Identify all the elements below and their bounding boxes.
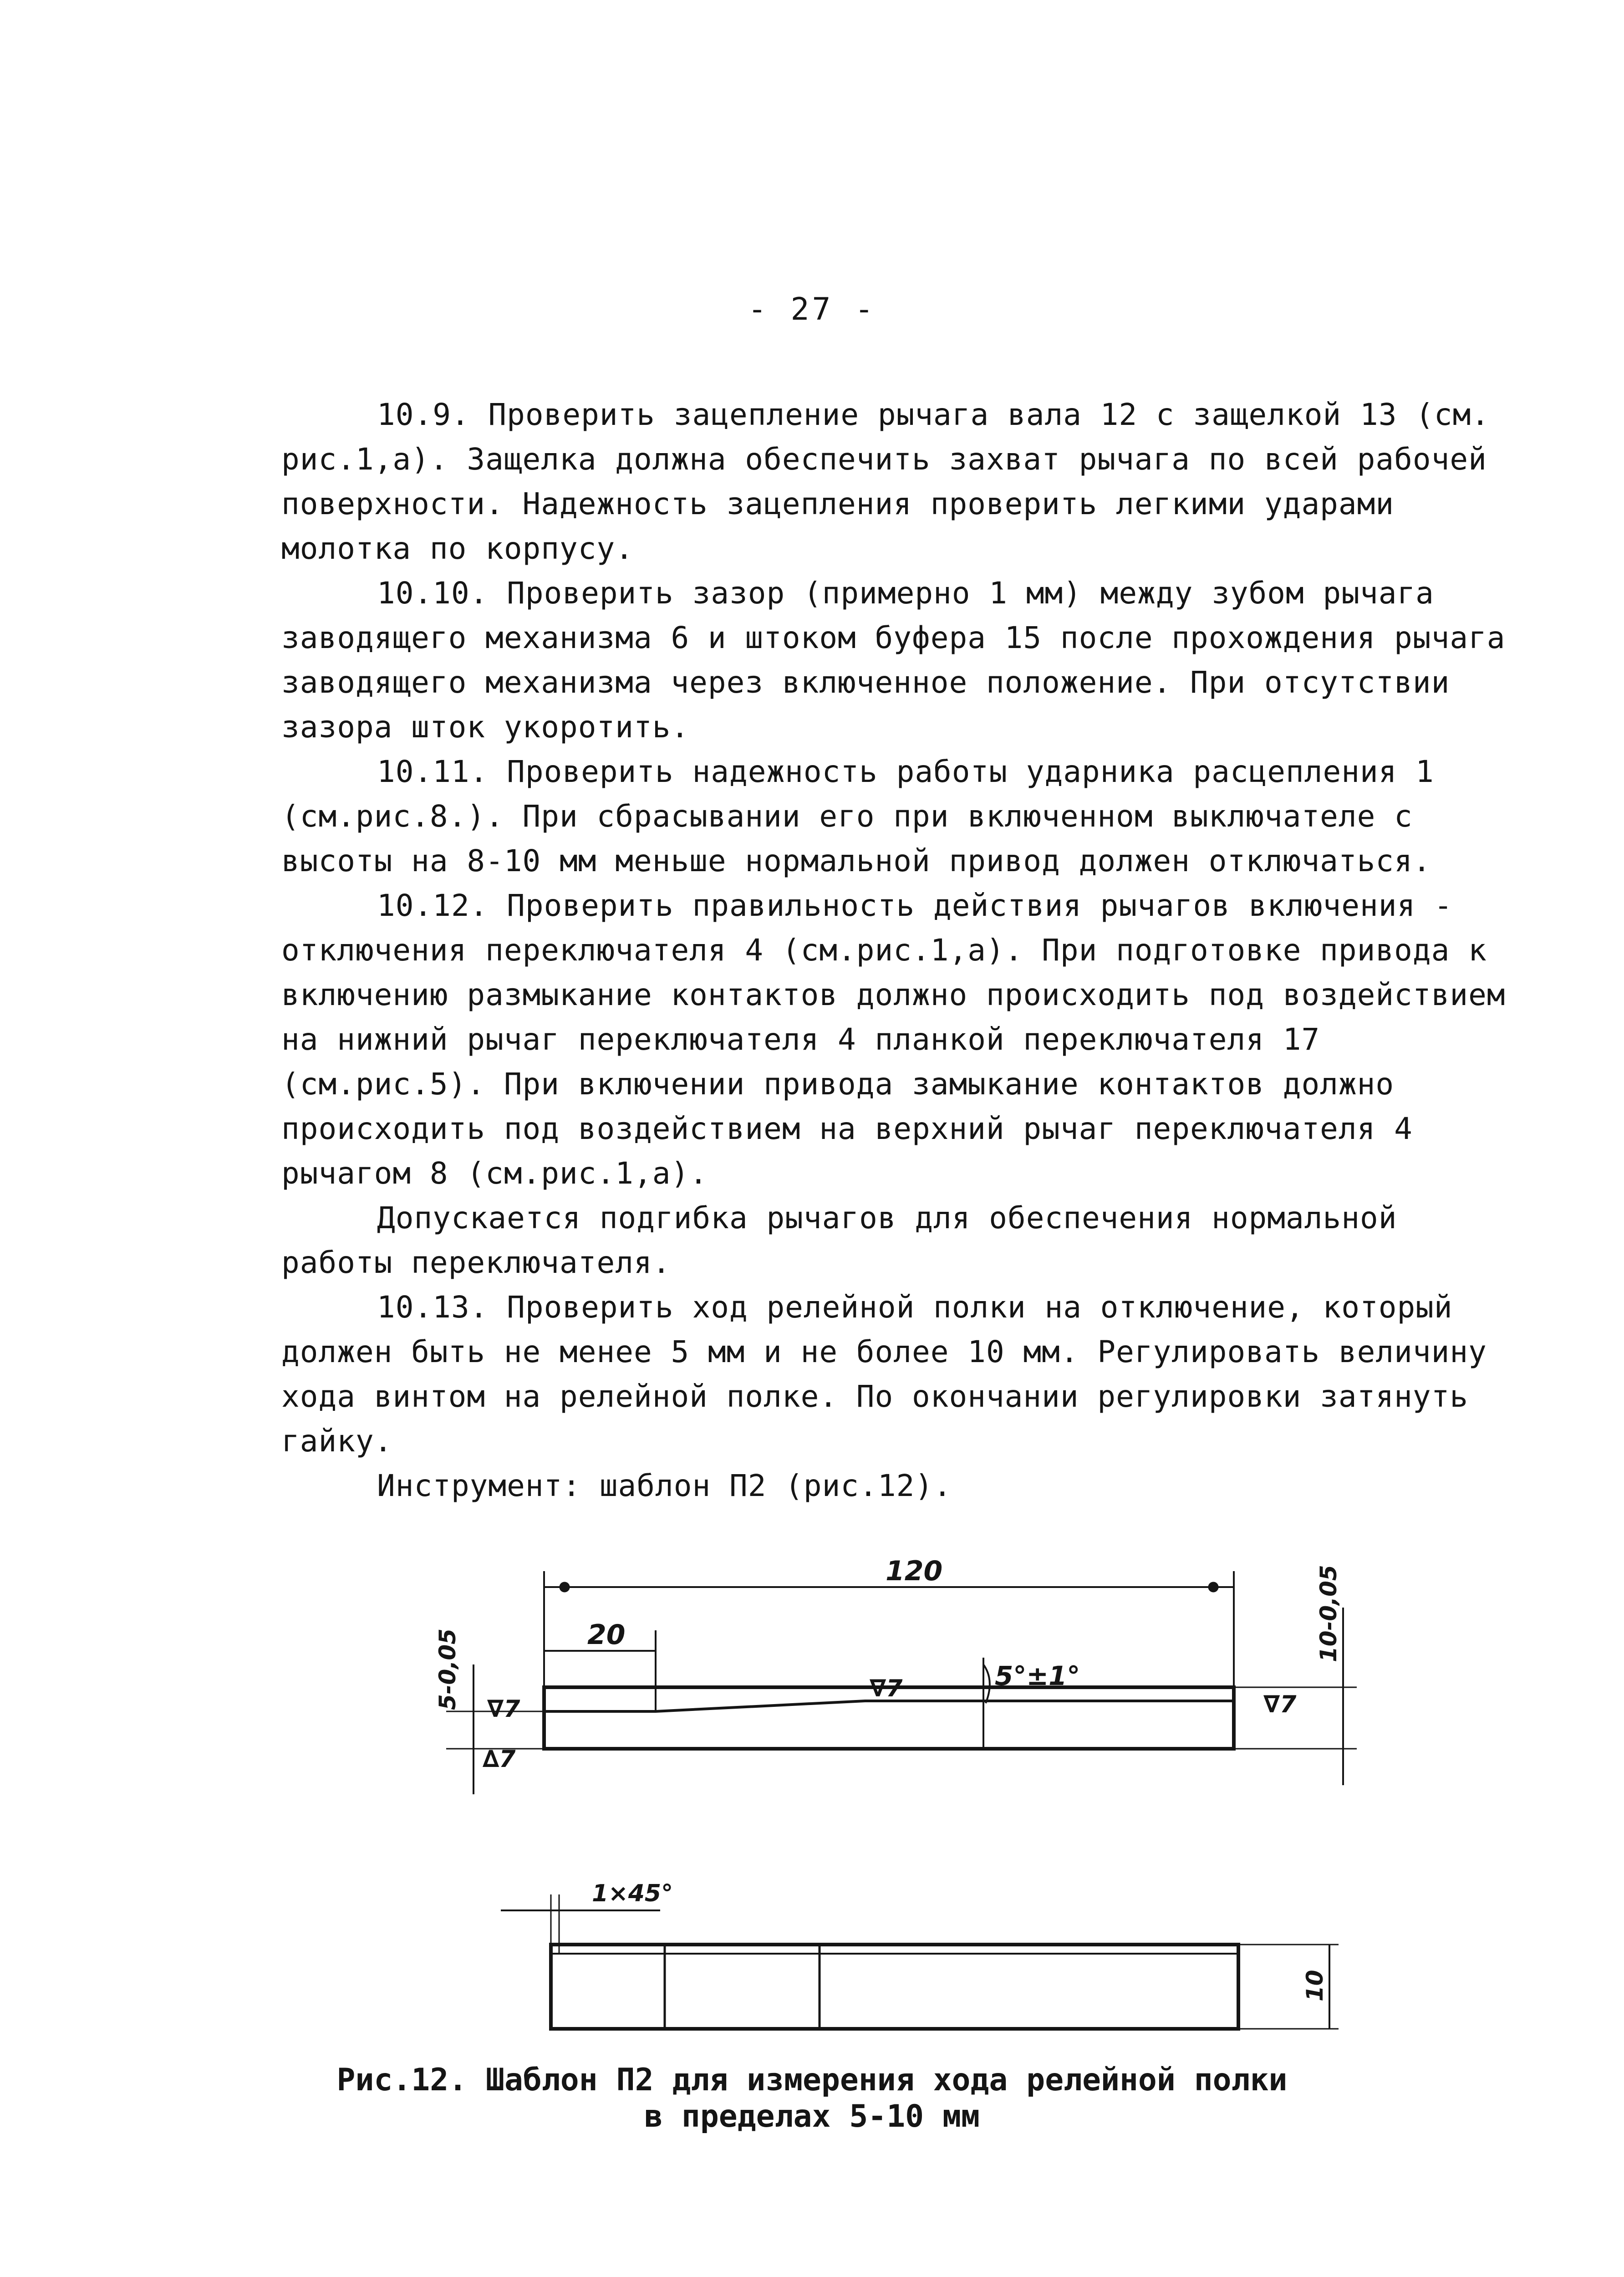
dim-label-20: 20 (587, 1619, 626, 1651)
chamfer-label: 1×45° (592, 1880, 673, 1907)
dim-label-120: 120 (886, 1555, 943, 1587)
angle-label: 5°±1° (995, 1660, 1080, 1691)
paragraph-10-12: 10.12. Проверить правильность действия рычагов включения - отключения переключателя 4 (см.рис.1,а). При подготовке привода к включению размыкание контактов должно происходить под воздействием на нижний рычаг переключателя 4 планкой переключателя 17 (см.рис.5). При включении привода замыкание контактов должно происходить под воздействием на верхний рычаг переключателя 4 рычагом 8 (см.рис.1,а). (281, 888, 1506, 1191)
dim-label-left: 5-0,05 (434, 1629, 461, 1710)
figure-caption (0, 2062, 1624, 2135)
template-side-view (544, 1687, 1234, 1749)
page-number: - 27 - (748, 291, 876, 327)
paragraph-10-13: 10.13. Проверить ход релейной полки на отключение, который должен быть не менее 5 мм и не более 10 мм. Регулировать величину хода винтом на релейной полке. По окончании регулировки затянуть гайку. (281, 1290, 1487, 1459)
paragraph-10-9: 10.9. Проверить зацепление рычага вала 12 с защелкой 13 (см. рис.1,а). Защелка должна обеспечить захват рычага по всей рабочей поверхности. Надежность зацепления проверить легкими ударами молотка по корпусу. (281, 397, 1490, 566)
paragraph-tool: Инструмент: шаблон П2 (рис.12). (377, 1468, 952, 1503)
paragraph-note: Допускается подгибка рычагов для обеспечения нормальной работы переключателя. (281, 1200, 1397, 1280)
roughness-middle: ∇7 (870, 1675, 903, 1702)
roughness-right: ∇7 (1263, 1691, 1297, 1718)
caption-line-2: в пределах 5-10 мм (644, 2098, 980, 2134)
roughness-bottom-left: ∆7 (483, 1746, 516, 1773)
plan-thickness-label: 10 (1302, 1970, 1328, 2001)
paragraph-10-10: 10.10. Проверить зазор (примерно 1 мм) между зубом рычага заводящего механизма 6 и штоком буфера 15 после прохождения рычага заводящего механизма через включенное положение. При отсутствии зазора шток укоротить. (281, 576, 1506, 745)
dim-label-right: 10-0,05 (1315, 1565, 1342, 1662)
body-text (281, 393, 1511, 1508)
template-plan-view (551, 1945, 1238, 2029)
caption-line-1: Рис.12. Шаблон П2 для измерения хода релейной полки (336, 2062, 1288, 2098)
paragraph-10-11: 10.11. Проверить надежность работы ударника расцепления 1 (см.рис.8.). При сбрасывании его при включенном выключателе с высоты на 8-10 мм меньше нормальной привод должен отключаться. (281, 754, 1434, 878)
template-slope-line (544, 1701, 1234, 1711)
roughness-top-left: ∇7 (487, 1695, 520, 1723)
